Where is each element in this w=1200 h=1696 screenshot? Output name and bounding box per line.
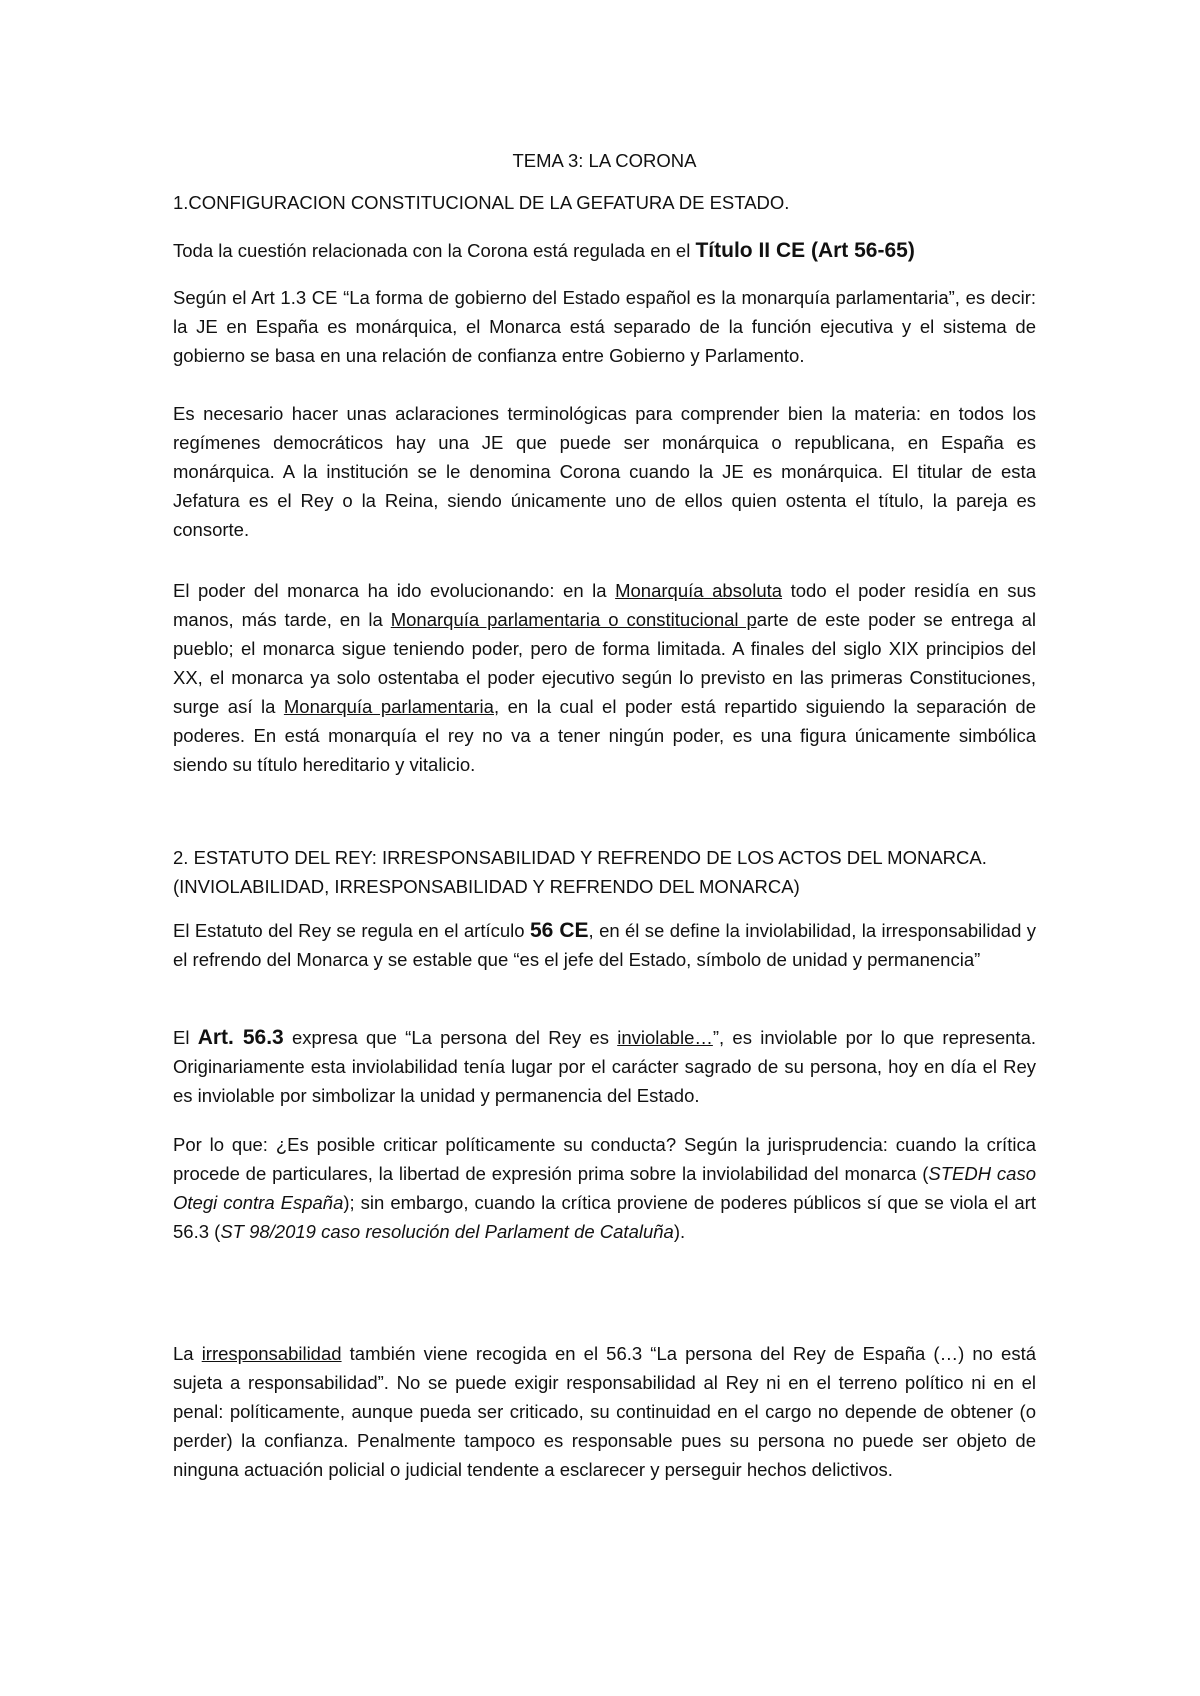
document-page: [173, 0, 1036, 1696]
paragraph-text: ).: [673, 1221, 686, 1242]
paragraph-text: El poder del monarca ha ido evolucionando: en la: [173, 580, 616, 601]
term-inviolable: inviolable…: [617, 1027, 713, 1048]
reference-titulo-ii: Título II CE (Art 56-65): [695, 239, 915, 262]
paragraph-titulo-ii: [173, 236, 1036, 265]
paragraph-art-56-3: [173, 1023, 1036, 1110]
case-stedh-otegi: STEDH caso Otegi contra España: [173, 1163, 1037, 1213]
reference-56-ce: 56 CE: [529, 919, 589, 942]
paragraph-text: , en la cual el poder está repartido siguiendo la separación de poderes. En está monarquía el rey no va a tener ningún poder, es una figura únicamente simbólica siendo su título hereditario y vitalicio.: [173, 696, 1036, 775]
section-heading-2-line-2: (INVIOLABILIDAD, IRRESPONSABILIDAD Y REFRENDO DEL MONARCA): [173, 876, 800, 897]
term-monarquia-parlamentaria-constitucional: Monarquía parlamentaria o constitucional p: [390, 609, 757, 630]
section-heading-2: [173, 843, 1036, 901]
document-title: TEMA 3: LA CORONA: [512, 150, 697, 171]
case-st-98-2019: ST 98/2019 caso resolución del Parlament de Cataluña: [220, 1221, 674, 1242]
paragraph-text: , en él se define la inviolabilidad, la irresponsabilidad y el refrendo del Monarca y se estable que “es el jefe del Estado, símbolo de unidad y permanencia”: [173, 920, 1036, 970]
paragraph-irresponsabilidad: [173, 1339, 1036, 1484]
section-heading-1: 1.CONFIGURACION CONSTITUCIONAL DE LA GEFATURA DE ESTADO.: [173, 192, 790, 213]
section-heading-2-line-1: 2. ESTATUTO DEL REY: IRRESPONSABILIDAD Y REFRENDO DE LOS ACTOS DEL MONARCA.: [173, 847, 987, 868]
paragraph-estatuto: [173, 916, 1036, 974]
paragraph-art-1-3: Según el Art 1.3 CE “La forma de gobierno del Estado español es la monarquía parlamentaria”, es decir: la JE en España es monárquica, el Monarca está separado de la función ejecutiva y el sistema de gobierno se basa en una relación de confianza entre Gobierno y Parlamento.: [173, 287, 1036, 366]
paragraph-text: arte de este poder se entrega al pueblo; el monarca sigue teniendo poder, pero de forma limitada. A finales del siglo XIX principios del XX, el monarca ya solo ostentaba el poder ejecutivo según lo previsto en las primeras Constituciones, surge así la: [173, 609, 1036, 717]
paragraph-critica: [173, 1130, 1036, 1246]
paragraph-text: Por lo que: ¿Es posible criticar políticamente su conducta? Según la jurisprudencia: cuando la crítica procede de particulares, la libertad de expresión prima sobre la inviolabilidad del monarca (: [173, 1134, 1036, 1184]
paragraph-text: Toda la cuestión relacionada con la Corona está regulada en el: [173, 240, 696, 261]
paragraph-text: también viene recogida en el 56.3 “La persona del Rey de España (…) no está sujeta a responsabilidad”. No se puede exigir responsabilidad al Rey ni en el terreno político ni en el penal: políticamente, aunque pueda ser criticado, su continuidad en el cargo no depende de obtener (o perder) la confianza. Penalmente tampoco es responsable pues su persona no puede ser objeto de ninguna actuación policial o judicial tendente a esclarecer y perseguir hechos delictivos.: [173, 1343, 1036, 1480]
reference-art-56-3: Art. 56.3: [197, 1026, 284, 1049]
paragraph-text: El Estatuto del Rey se regula en el artículo: [173, 920, 530, 941]
term-irresponsabilidad: irresponsabilidad: [201, 1343, 342, 1364]
paragraph-evolucion: [173, 576, 1036, 779]
term-monarquia-parlamentaria: Monarquía parlamentaria: [283, 696, 494, 717]
paragraph-text: La: [173, 1343, 202, 1364]
paragraph-text: ”, es inviolable por lo que representa. Originariamente esta inviolabilidad tenía lugar por el carácter sagrado de su persona, hoy en día el Rey es inviolable por simbolizar la unidad y permanencia del Estado.: [173, 1027, 1036, 1106]
paragraph-aclaraciones: Es necesario hacer unas aclaraciones terminológicas para comprender bien la materia: en todos los regímenes democráticos hay una JE que puede ser monárquica o republicana, en España es monárquica. A la institución se le denomina Corona cuando la JE es monárquica. El titular de esta Jefatura es el Rey o la Reina, siendo únicamente uno de ellos quien ostenta el título, la pareja es consorte.: [173, 403, 1036, 540]
paragraph-text: El: [173, 1027, 198, 1048]
term-monarquia-absoluta: Monarquía absoluta: [615, 580, 783, 601]
paragraph-text: ); sin embargo, cuando la crítica proviene de poderes públicos sí que se viola el art 56.3 (: [173, 1192, 1036, 1242]
paragraph-text: todo el poder residía en sus manos, más tarde, en la: [173, 580, 1036, 630]
paragraph-text: expresa que “La persona del Rey es: [283, 1027, 618, 1048]
